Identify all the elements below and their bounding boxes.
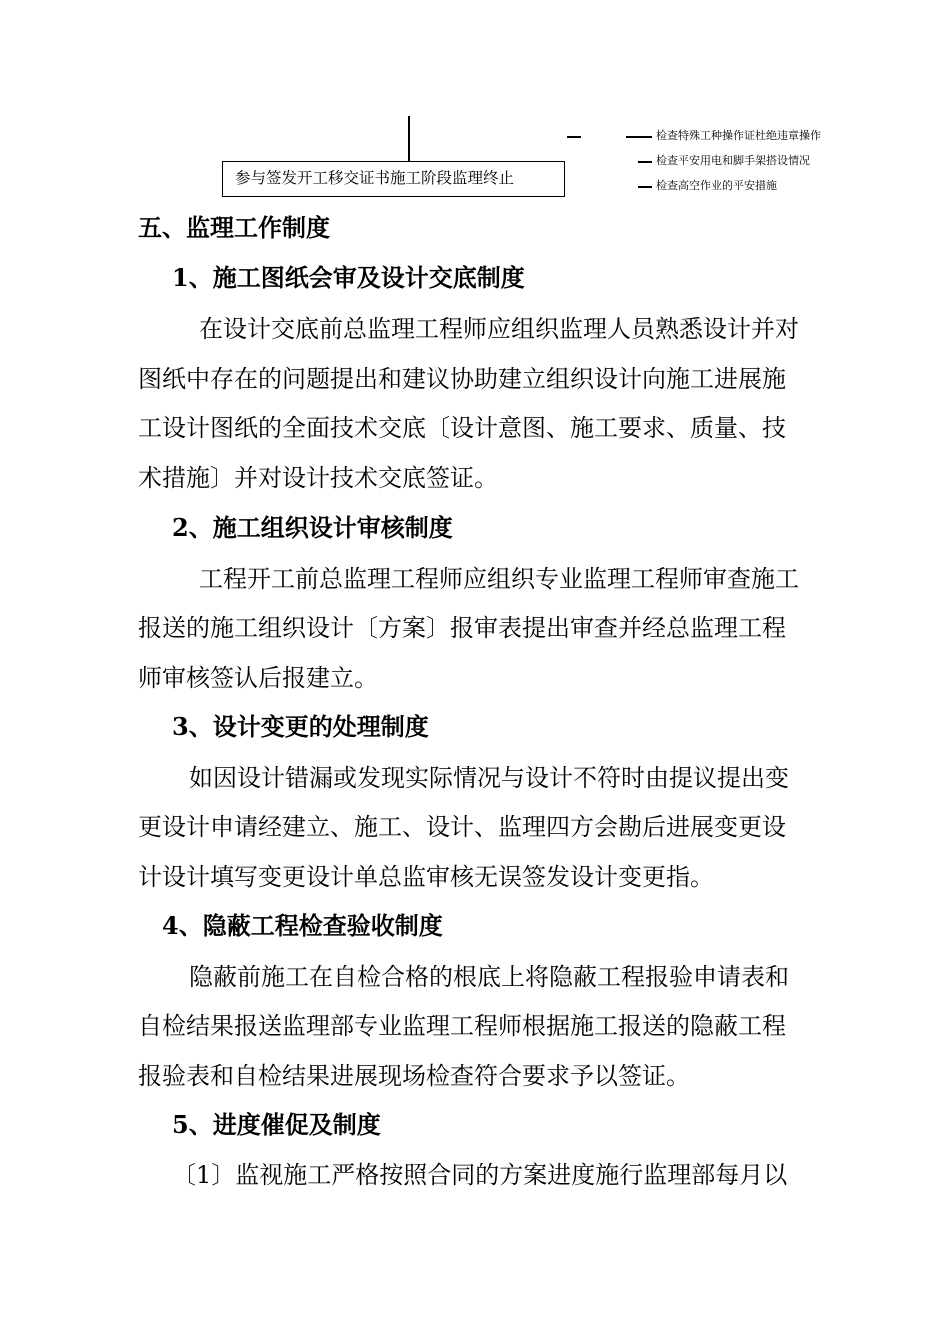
- flowchart-dash: [638, 161, 652, 163]
- flowchart-box-label: 参与签发开工移交证书施工阶段监理终止: [235, 169, 515, 187]
- flowchart-connector-line: [408, 116, 410, 161]
- flowchart-dash: [626, 136, 652, 138]
- paragraph-line: 工程开工前总监理工程师应组织专业监理工程师审查施工: [199, 565, 799, 593]
- paragraph-line: 自检结果报送监理部专业监理工程师根据施工报送的隐蔽工程: [138, 1012, 786, 1040]
- flowchart-note: 检查平安用电和脚手架搭设情况: [656, 154, 810, 167]
- paragraph-line: 工设计图纸的全面技术交底〔设计意图、施工要求、质量、技: [138, 414, 786, 442]
- paragraph-line: 报验表和自检结果进展现场检查符合要求予以签证。: [138, 1062, 690, 1090]
- flowchart-dash: [567, 136, 581, 138]
- subsection-heading: 4、隐蔽工程检查验收制度: [162, 911, 443, 940]
- subsection-heading: 1、施工图纸会审及设计交底制度: [172, 263, 525, 292]
- paragraph-line: 更设计申请经建立、施工、设计、监理四方会勘后进展变更设: [138, 813, 786, 841]
- paragraph-line: 计设计填写变更设计单总监审核无误签发设计变更指。: [138, 863, 714, 891]
- paragraph-line: 在设计交底前总监理工程师应组织监理人员熟悉设计并对: [199, 315, 799, 343]
- section-title: 五、监理工作制度: [138, 213, 330, 242]
- subsection-heading: 5、进度催促及制度: [172, 1110, 381, 1139]
- flowchart-dash: [638, 186, 652, 188]
- paragraph-line: 隐蔽前施工在自检合格的根底上将隐蔽工程报验申请表和: [189, 963, 789, 991]
- paragraph-line: 师审核签认后报建立。: [138, 664, 378, 692]
- paragraph-line: 术措施〕并对设计技术交底签证。: [138, 464, 498, 492]
- flowchart-box: [222, 161, 565, 197]
- paragraph-line: 如因设计错漏或发现实际情况与设计不符时由提议提出变: [189, 764, 789, 792]
- subsection-heading: 3、设计变更的处理制度: [172, 712, 429, 741]
- subsection-heading: 2、施工组织设计审核制度: [172, 513, 453, 542]
- paragraph-line: 报送的施工组织设计〔方案〕报审表提出审查并经总监理工程: [138, 614, 786, 642]
- flowchart-note: 检查高空作业的平安措施: [656, 179, 777, 192]
- paragraph-line: 〔1〕监视施工严格按照合同的方案进度施行监理部每月以: [172, 1161, 788, 1189]
- paragraph-line: 图纸中存在的问题提出和建议协助建立组织设计向施工进展施: [138, 365, 786, 393]
- flowchart-note: 检查特殊工种操作证杜绝违章操作: [656, 129, 821, 142]
